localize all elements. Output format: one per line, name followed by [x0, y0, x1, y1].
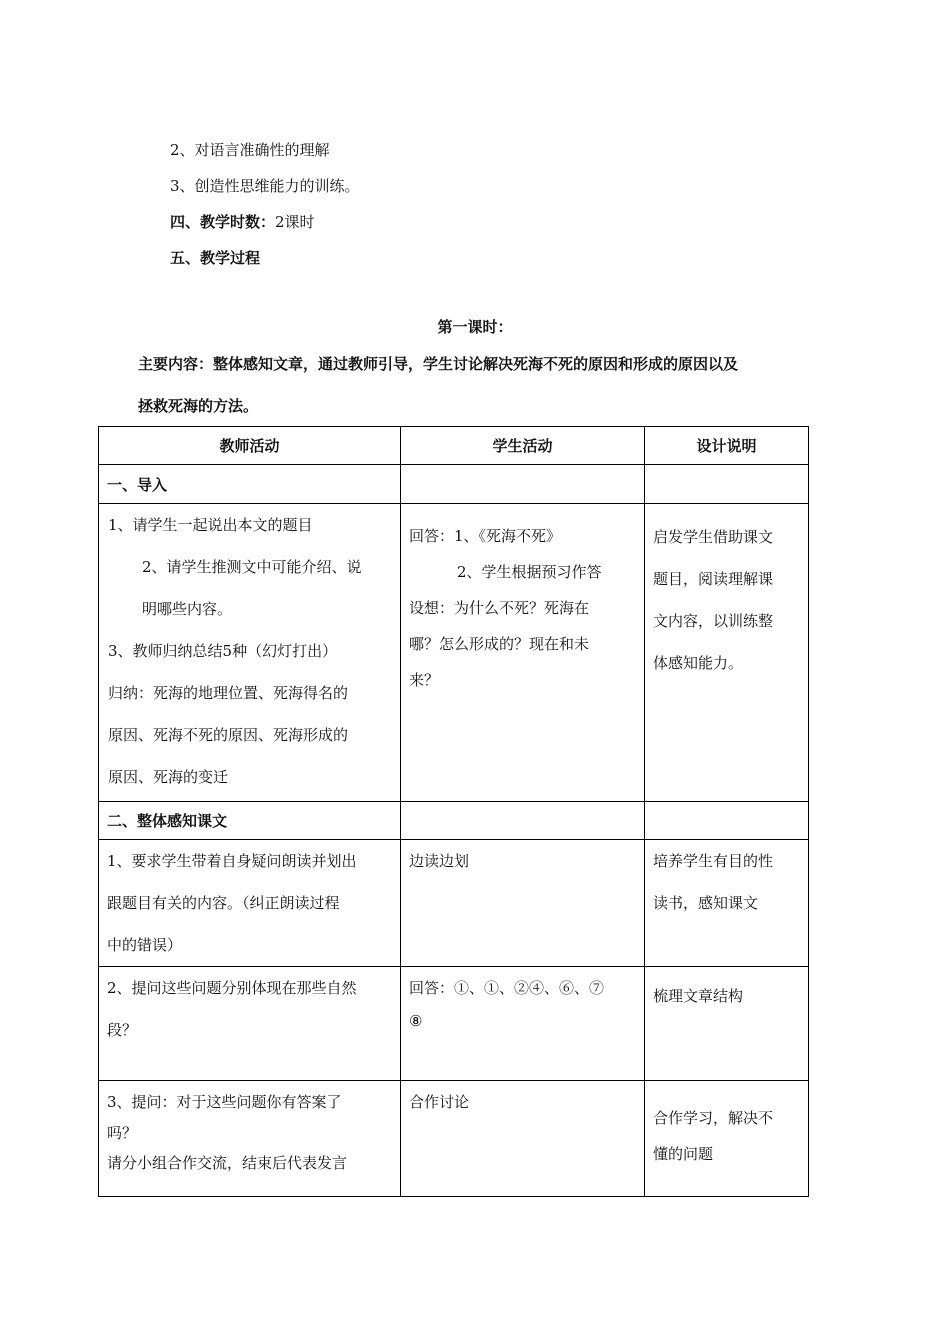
lesson-title: 第一课时：: [437, 318, 513, 336]
row3-design: [645, 967, 809, 1081]
row3-student: [401, 967, 645, 1081]
cell-line: 梳理文章结构: [653, 987, 744, 1005]
cell-line: 归纳：死海的地理位置、死海得名的: [108, 684, 349, 702]
table-row: [99, 840, 809, 967]
cell-line: 培养学生有目的性: [653, 852, 774, 870]
row3-teacher: [99, 967, 401, 1081]
cell-line: 启发学生借助课文: [653, 528, 774, 546]
intro-item-3: 3、创造性思维能力的训练。: [170, 177, 360, 195]
cell-line: 合作学习，解决不: [653, 1109, 774, 1127]
cell-line: 1、要求学生带着自身疑问朗读并划出: [107, 852, 357, 870]
table-header-row: [99, 427, 809, 465]
empty-cell: [645, 465, 809, 504]
cell-line: 题目，阅读理解课: [653, 570, 774, 588]
row4-design: [645, 1081, 809, 1197]
cell-line: 原因、死海不死的原因、死海形成的: [108, 726, 349, 744]
table-row: [99, 1081, 809, 1197]
cell-line: 3、教师归纳总结5种（幻灯打出）: [108, 642, 338, 660]
cell-line: 跟题目有关的内容。（纠正朗读过程: [107, 894, 340, 912]
section-row-perception: [99, 802, 809, 840]
cell-line: 明哪些内容。: [142, 600, 233, 618]
main-content-line-1: 主要内容：整体感知文章，通过教师引导，学生讨论解决死海不死的原因和形成的原因以及: [138, 355, 739, 373]
row2-teacher: [99, 840, 401, 967]
cell-line: 回答：①、①、②④、⑥、⑦: [409, 979, 605, 997]
cell-line: 合作讨论: [409, 1093, 470, 1111]
cell-line: 来？: [409, 671, 440, 689]
section-perception: 二、整体感知课文: [99, 802, 401, 840]
empty-cell: [401, 465, 645, 504]
row1-teacher: [99, 504, 401, 802]
cell-line: 设想：为什么不死？死海在: [409, 599, 590, 617]
cell-line: 边读边划: [409, 852, 470, 870]
table-row: [99, 967, 809, 1081]
cell-line: ⑧: [409, 1012, 423, 1030]
row1-student: [401, 504, 645, 802]
cell-line: 读书，感知课文: [653, 894, 759, 912]
row2-student: [401, 840, 645, 967]
row2-design: [645, 840, 809, 967]
cell-line: 2、提问这些问题分别体现在那些自然: [107, 979, 357, 997]
cell-line: 1、请学生一起说出本文的题目: [108, 516, 313, 534]
row1-design: [645, 504, 809, 802]
cell-line: 吗？: [107, 1124, 138, 1142]
cell-line: 哪？怎么形成的？现在和未: [409, 635, 590, 653]
cell-line: 原因、死海的变迁: [108, 768, 229, 786]
cell-line: 段？: [107, 1021, 138, 1039]
cell-line: 体感知能力。: [653, 654, 744, 672]
section-row-intro: [99, 465, 809, 504]
cell-line: 请分小组合作交流，结束后代表发言: [107, 1154, 348, 1172]
cell-line: 懂的问题: [653, 1145, 714, 1163]
cell-line: 文内容，以训练整: [653, 612, 774, 630]
cell-line: 2、学生根据预习作答: [457, 563, 602, 581]
cell-line: 2、请学生推测文中可能介绍、说: [142, 558, 362, 576]
cell-line: 中的错误）: [107, 936, 183, 954]
lesson-plan-table: [98, 426, 809, 1197]
header-design: 设计说明: [645, 427, 809, 465]
teaching-hours-label: 四、教学时数：: [170, 213, 276, 231]
empty-cell: [645, 802, 809, 840]
row4-student: [401, 1081, 645, 1197]
intro-item-2: 2、对语言准确性的理解: [170, 141, 330, 159]
header-teacher: 教师活动: [99, 427, 401, 465]
section-intro: 一、导入: [99, 465, 401, 504]
main-content-line-2: 拯救死海的方法。: [138, 397, 259, 415]
cell-line: 回答：1、《死海不死》: [409, 527, 562, 545]
table-row: [99, 504, 809, 802]
process-heading: 五、教学过程: [170, 249, 261, 267]
row4-teacher: [99, 1081, 401, 1197]
empty-cell: [401, 802, 645, 840]
cell-line: 3、提问：对于这些问题你有答案了: [107, 1093, 342, 1111]
header-student: 学生活动: [401, 427, 645, 465]
teaching-hours: [170, 212, 315, 232]
teaching-hours-value: 2课时: [275, 213, 315, 231]
